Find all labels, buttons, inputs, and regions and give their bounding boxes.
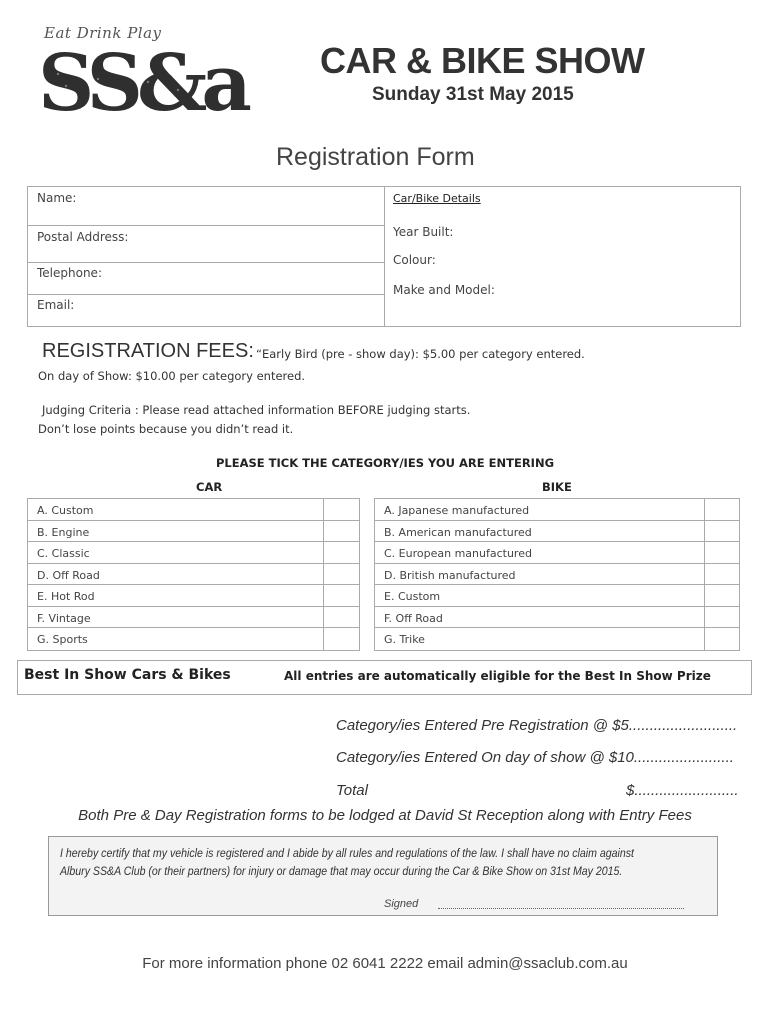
bike-category-row xyxy=(375,628,739,651)
car-category-label: A. Custom xyxy=(37,504,94,517)
bike-category-label: F. Off Road xyxy=(384,611,443,625)
name-field[interactable] xyxy=(28,187,384,226)
telephone-label: Telephone: xyxy=(37,266,102,280)
car-category-label: E. Hot Rod xyxy=(37,590,95,603)
total-amount-field[interactable]: $......................... xyxy=(626,782,739,799)
bike-category-label: E. Custom xyxy=(384,590,441,603)
contact-info: For more information phone 02 6041 2222 email admin@ssaclub.com.au xyxy=(142,955,628,972)
car-category-label: C. Classic xyxy=(37,547,90,560)
bike-column-heading: BIKE xyxy=(542,480,572,494)
bike-category-label: A. Japanese manufactured xyxy=(384,504,530,517)
car-category-row xyxy=(28,607,359,629)
bike-category-checkbox[interactable] xyxy=(704,499,740,520)
certification-text: I hereby certify that my vehicle is registered and I abide by all rules and regulations of the law. I shall have no claim against Albury SS&A Club (or their partners) for injury or damage that may occur during the Car & Bike Show on 31st May 2015. xyxy=(60,848,634,878)
bike-category-label: C. European manufactured xyxy=(384,547,532,560)
car-column-heading: CAR xyxy=(196,480,223,494)
on-day-fee: On day of Show: $10.00 per category entered. xyxy=(38,369,306,383)
event-date: Sunday 31st May 2015 xyxy=(372,84,574,105)
postal-address-field[interactable] xyxy=(28,226,384,263)
ssa-logo xyxy=(38,24,246,129)
bike-category-checkbox[interactable] xyxy=(704,628,740,651)
car-bike-details-heading: Car/Bike Details xyxy=(393,192,481,205)
bike-category-checkbox[interactable] xyxy=(704,607,740,628)
bike-category-label: B. American manufactured xyxy=(384,525,532,539)
bike-category-checkbox[interactable] xyxy=(704,521,740,542)
svg-text:SS&a: SS&a xyxy=(38,38,246,129)
car-category-checkbox[interactable] xyxy=(323,542,360,563)
bike-category-checkbox[interactable] xyxy=(704,564,740,585)
car-category-row xyxy=(28,499,359,521)
bike-category-row xyxy=(375,585,739,607)
logo-tagline: Eat Drink Play xyxy=(44,24,162,42)
signed-label: Signed xyxy=(384,898,419,910)
bike-categories-table xyxy=(374,498,740,651)
bike-category-row xyxy=(375,499,739,521)
registration-fees-heading: REGISTRATION FEES: xyxy=(42,340,254,362)
car-category-checkbox[interactable] xyxy=(323,564,360,585)
year-built-field[interactable]: Year Built: xyxy=(393,225,454,239)
car-category-label: F. Vintage xyxy=(37,611,91,625)
bike-category-label: D. British manufactured xyxy=(384,568,516,582)
entrant-details-table xyxy=(27,186,741,327)
car-category-row xyxy=(28,542,359,564)
bike-category-checkbox[interactable] xyxy=(704,585,740,606)
car-category-checkbox[interactable] xyxy=(323,521,360,542)
postal-address-label: Postal Address: xyxy=(37,230,129,244)
email-label: Email: xyxy=(37,298,75,312)
telephone-field[interactable] xyxy=(28,263,384,295)
category-instruction: PLEASE TICK THE CATEGORY/IES YOU ARE ENTERING xyxy=(215,456,555,470)
best-in-show-label: Best In Show Cars & Bikes xyxy=(24,667,231,683)
lodgement-instruction: Both Pre & Day Registration forms to be lodged at David St Reception along with Entry Fees xyxy=(78,807,692,824)
car-category-label: G. Sports xyxy=(37,633,88,646)
car-category-row xyxy=(28,564,359,586)
car-category-checkbox[interactable] xyxy=(323,628,360,651)
car-category-row xyxy=(28,521,359,543)
car-category-checkbox[interactable] xyxy=(323,607,360,628)
bike-category-row xyxy=(375,521,739,543)
car-category-checkbox[interactable] xyxy=(323,499,360,520)
name-label: Name: xyxy=(37,191,77,205)
bike-category-label: G. Trike xyxy=(384,633,425,646)
colour-field[interactable]: Colour: xyxy=(393,253,436,267)
pre-registration-count-field[interactable]: Category/ies Entered Pre Registration @ $5.......................... xyxy=(336,717,738,734)
car-category-checkbox[interactable] xyxy=(323,585,360,606)
judging-criteria: Judging Criteria : Please read attached information BEFORE judging starts. xyxy=(42,403,471,417)
email-field[interactable] xyxy=(28,295,384,328)
car-category-row xyxy=(28,628,359,651)
bike-category-row xyxy=(375,564,739,586)
event-title: CAR & BIKE SHOW xyxy=(320,40,645,81)
car-category-label: B. Engine xyxy=(37,525,90,539)
judging-note: Don’t lose points because you didn’t read it. xyxy=(38,422,294,436)
total-label: Total xyxy=(336,782,368,799)
best-in-show-note: All entries are automatically eligible for the Best In Show Prize xyxy=(284,669,711,683)
car-categories-table xyxy=(27,498,360,651)
early-bird-fee: “Early Bird (pre - show day): $5.00 per category entered. xyxy=(256,347,585,361)
car-category-label: D. Off Road xyxy=(37,568,100,582)
form-title: Registration Form xyxy=(276,143,475,171)
bike-category-row xyxy=(375,607,739,629)
bike-category-row xyxy=(375,542,739,564)
make-model-field[interactable]: Make and Model: xyxy=(393,283,495,297)
car-category-row xyxy=(28,585,359,607)
personal-details xyxy=(28,187,385,326)
signature-field[interactable] xyxy=(438,908,684,909)
bike-category-checkbox[interactable] xyxy=(704,542,740,563)
on-day-count-field[interactable]: Category/ies Entered On day of show @ $10........................ xyxy=(336,749,734,766)
